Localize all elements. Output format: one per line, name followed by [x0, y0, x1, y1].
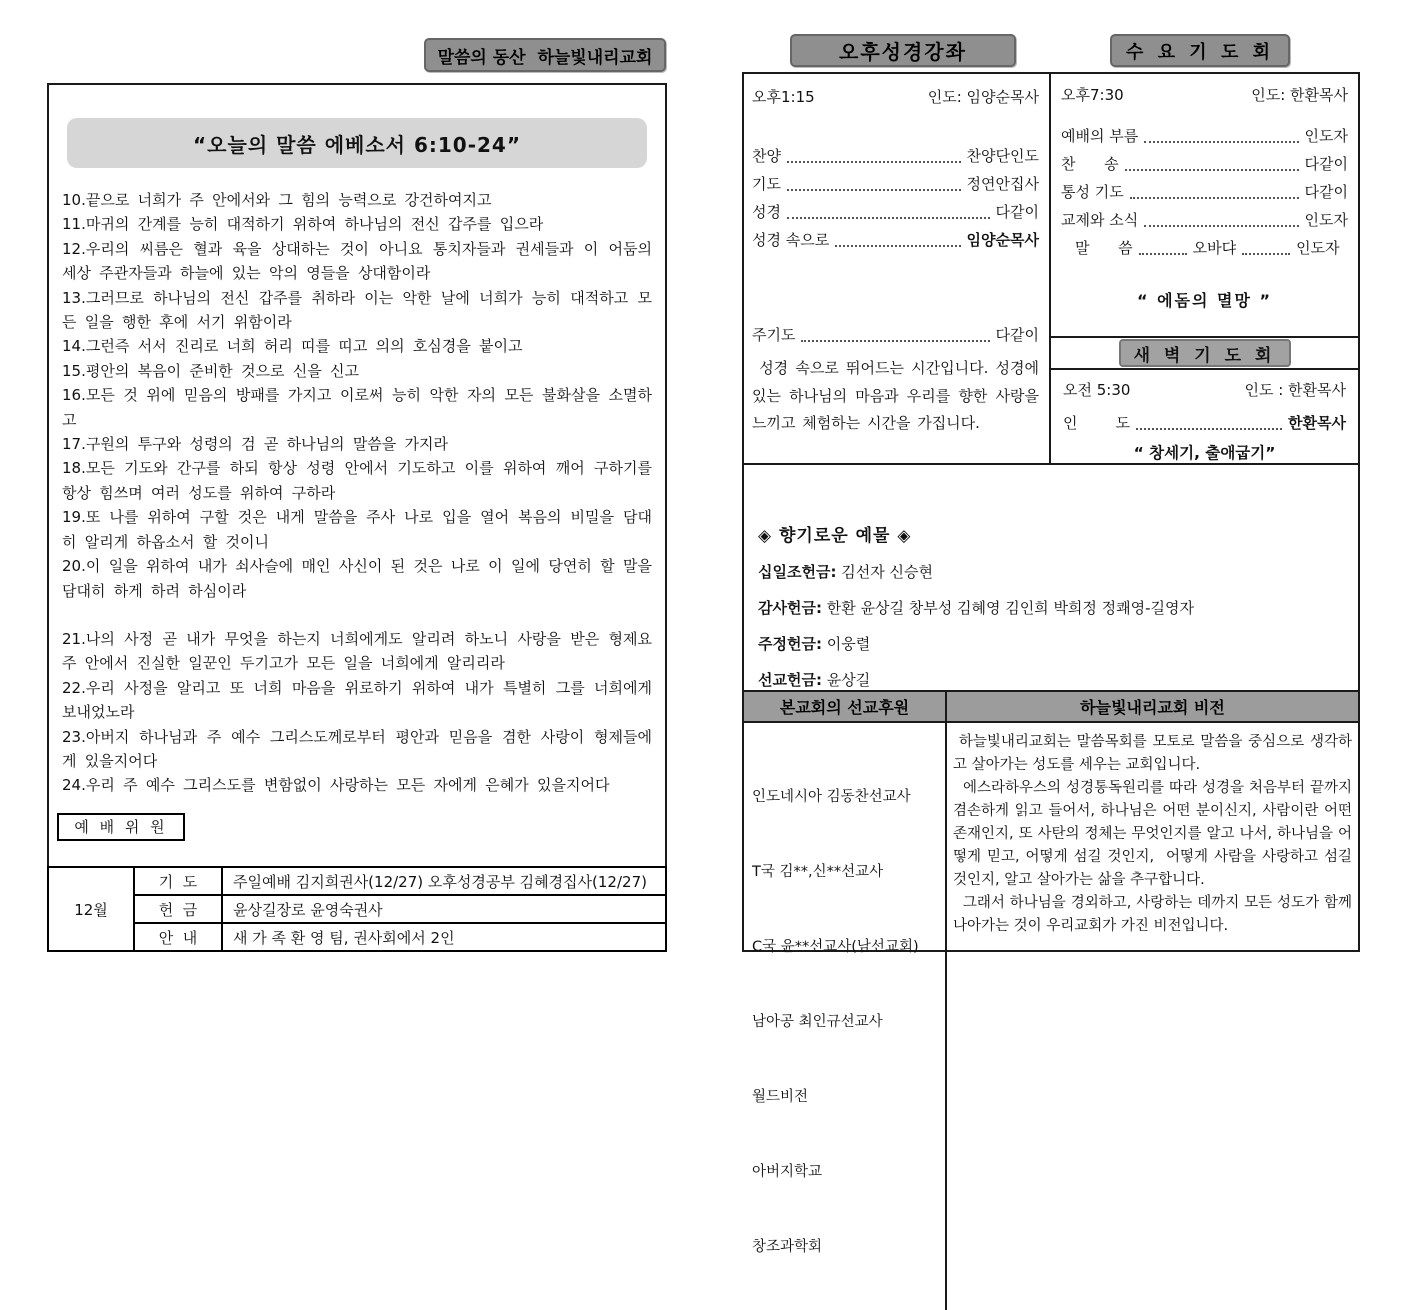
order-item-value: 다같이: [995, 203, 1039, 221]
worship-committee-table: [47, 866, 667, 952]
order-item-value: 인도자: [1304, 211, 1348, 229]
mission-vision-header-row: [744, 692, 1358, 723]
committee-row-value: 새 가 족 환 영 팀, 권사회에서 2인: [222, 923, 666, 951]
order-item-value: 인도자: [1296, 239, 1340, 257]
wednesday-prayer-section: [1051, 74, 1358, 336]
offering-label: 선교헌금:: [758, 671, 822, 689]
mission-support-header-text: 본교회의 선교후원: [779, 698, 910, 717]
order-item-value: 임양순목사: [966, 231, 1039, 249]
dotted-leader: [1139, 253, 1187, 255]
sermon-passage: 오바댜: [1192, 239, 1237, 257]
verse: 19.또 나를 위하여 구할 것은 내게 말씀을 주사 나로 입을 열어 복음의 비밀을 담대히 알리게 하옵소서 할 것이니: [62, 508, 652, 551]
verse: 17.구원의 투구와 성령의 검 곧 하나님의 말씀을 가지라: [62, 435, 449, 454]
verse: 22.우리 사정을 알리고 또 너희 마음을 위로하기 위하여 내가 특별히 그를 너희에게 보내었노라: [62, 678, 652, 722]
mission-item: 월드비전: [752, 1089, 809, 1105]
church-vision-header: [947, 692, 1358, 721]
committee-row-label: 기 도: [134, 867, 222, 895]
offering-label: 감사헌금:: [758, 599, 822, 617]
dawn-prayer-badge: [1119, 339, 1291, 367]
table-row: [48, 867, 666, 895]
mission-item: T국 김**,신**선교사: [752, 864, 884, 880]
mission-item: 인도네시아 김동찬선교사: [752, 789, 911, 805]
verse: 21.나의 사정 곧 내가 무엇을 하는지 너희에게도 알리려 하노니 사랑을 받은 형제요 주 안에서 진실한 일꾼인 두기고가 모든 일을 너희에게 알리리라: [62, 629, 652, 673]
services-top-section: [744, 74, 1358, 465]
verse: 14.그런즉 서서 진리로 너희 허리 띠를 띠고 의의 호심경을 붙이고: [62, 337, 523, 356]
scripture-title-box: [67, 118, 647, 168]
mission-vision-body-row: [744, 723, 1358, 1310]
committee-month-cell: 12월: [48, 867, 134, 951]
verse: 10.끝으로 너희가 주 안에서와 그 힘의 능력으로 강건하여지고: [62, 191, 492, 209]
verse: 11.마귀의 간계를 능히 대적하기 위하여 하나님의 전신 갑주를 입으라: [62, 215, 544, 234]
dotted-leader: [1242, 253, 1290, 255]
service-leader: 인도: 한환목사: [1251, 86, 1348, 104]
dawn-time-row: [1063, 379, 1346, 400]
services-page: [742, 72, 1360, 1255]
order-item-label: 기도: [752, 175, 781, 193]
order-item: [1061, 183, 1348, 202]
vision-paragraph: 그래서 하나님을 경외하고, 사랑하는 데까지 모든 성도가 함께 나아가는 것이 우리교회가 가진 비전입니다.: [953, 895, 1357, 934]
mission-item: C국 윤**선교사(남선교회): [752, 939, 919, 955]
order-item: [752, 175, 1039, 194]
order-item: [1063, 414, 1346, 433]
vision-paragraph: 하늘빛내리교회는 말씀목회를 모토로 말씀을 중심으로 생각하고 살아가는 성도를 세우는 교회입니다.: [953, 734, 1353, 773]
table-row: [48, 895, 666, 923]
offering-names: 김선자 신승현: [836, 563, 933, 581]
offering-row: [758, 561, 1342, 582]
order-item-label: 찬양: [752, 147, 781, 165]
offering-row: [758, 633, 1342, 654]
worship-committee-label-text: 예 배 위 원: [74, 818, 168, 837]
order-item-label: 통성 기도: [1061, 183, 1124, 201]
dawn-prayer-header-band: [1051, 336, 1358, 370]
dawn-prayer-section: [1051, 370, 1358, 463]
offering-names: 이웅렬: [821, 635, 871, 653]
order-item-label: 말 씀: [1075, 239, 1133, 257]
order-item-value: 정연안집사: [966, 175, 1039, 193]
order-item-value: 다같이: [995, 326, 1039, 344]
table-row: [48, 923, 666, 951]
mission-item: 창조과학회: [752, 1239, 823, 1255]
sermon-title: “ 에돔의 멸망 ”: [1136, 291, 1273, 310]
verse: 23.아버지 하나님과 주 예수 그리스도께로부터 평안과 믿음을 겸한 사랑이 형제들에게 있을지어다: [62, 727, 652, 770]
committee-row-value: 주일예배 김지희권사(12/27) 오후성경공부 김혜경집사(12/27): [222, 867, 666, 895]
committee-row-label: 헌 금: [134, 895, 222, 923]
mission-vision-table: [744, 692, 1358, 1310]
verse: 15.평안의 복음이 준비한 것으로 신을 신고: [62, 361, 360, 380]
service-time: 오후7:30: [1061, 86, 1124, 104]
scripture-title: “오늘의 말씀 에베소서 6:10-24”: [193, 132, 521, 157]
service-leader: 인도 : 한환목사: [1244, 381, 1346, 399]
afternoon-time-row: [752, 86, 1039, 107]
order-item-value: 다같이: [1304, 155, 1348, 173]
dawn-scripture-range: “ 창세기, 출애굽기”: [1133, 444, 1276, 462]
verse: 18.모든 기도와 간구를 하되 항상 성령 안에서 기도하고 이를 위하여 깨어 구하기를 항상 힘쓰며 여러 성도를 위하여 구하라: [62, 459, 652, 502]
verse: 16.모든 것 위에 믿음의 방패를 가지고 이로써 능히 악한 자의 모든 불화살을 소멸하고: [62, 386, 652, 429]
mission-support-list: [744, 723, 947, 1310]
offerings-title: ◈ 향기로운 예물 ◈: [758, 526, 912, 546]
verse: 24.우리 주 예수 그리스도를 변함없이 사랑하는 모든 자에게 은혜가 있을지어다: [62, 776, 610, 795]
worship-committee-label: [57, 813, 185, 841]
verse: 12.우리의 씨름은 혈과 육을 상대하는 것이 아니요 통치자들과 권세들과 이 어둠의 세상 주관자들과 하늘에 있는 악의 영들을 상대함이라: [62, 239, 652, 283]
order-item: [752, 203, 1039, 222]
wednesday-time-row: [1061, 84, 1348, 105]
dotted-leader: [835, 245, 960, 247]
order-item-label: 예배의 부름: [1061, 127, 1139, 145]
wednesday-dawn-column: [1051, 74, 1358, 463]
order-item-label: 교제와 소식: [1061, 211, 1139, 229]
afternoon-bible-section: [744, 74, 1051, 463]
church-name-badge: 말씀의 동산 하늘빛내리교회: [424, 38, 666, 72]
scripture-page: [47, 83, 667, 952]
wednesday-order-list: [1061, 127, 1348, 258]
order-item: [752, 147, 1039, 166]
offering-names: 한환 윤상길 창부성 김혜영 김인희 박희정 정쾌영-길영자: [821, 599, 1195, 617]
order-item-value: 다같이: [1304, 183, 1348, 201]
committee-row-label: 안 내: [134, 923, 222, 951]
verse-paragraph-gap: [62, 603, 652, 627]
committee-row-value: 윤상길장로 윤영숙권사: [222, 895, 666, 923]
dotted-leader: [787, 217, 990, 219]
verse: 13.그러므로 하나님의 전신 갑주를 취하라 이는 악한 날에 너희가 능히 대적하고 모든 일을 행한 후에 서기 위함이라: [62, 288, 652, 332]
verse: 20.이 일을 위하여 내가 쇠사슬에 매인 사신이 된 것은 나로 이 일에 당연히 할 말을 담대히 하게 하려 하심이라: [62, 557, 652, 600]
lords-prayer-row: [752, 326, 1039, 345]
order-item-value: 찬양단인도: [966, 147, 1039, 165]
order-item: [1061, 211, 1348, 230]
dotted-leader: [801, 340, 989, 342]
vision-paragraph: 에스라하우스의 성경통독원리를 따라 성경을 처음부터 끝까지 겸손하게 읽고 들어서, 하나님은 어떤 분이신지, 사람이란 어떤 존재인지, 또 사탄의 정체는 무엇인지를 알고 나서, 하나님을 어떻게 믿고, 어떻게 섬길 것인지, 어떻게 사람을 사랑하고 섬길 것인지, 알고 살아가는 삶을 추구합니다.: [953, 780, 1357, 888]
order-item-label: 인 도: [1063, 414, 1131, 432]
offering-row: [758, 597, 1342, 618]
mission-item: 아버지학교: [752, 1164, 823, 1180]
offering-label: 십일조헌금:: [758, 563, 837, 581]
sermon-order-item: [1061, 239, 1348, 258]
dotted-leader: [787, 189, 961, 191]
service-time: 오후1:15: [752, 88, 815, 106]
offering-label: 주정헌금:: [758, 635, 822, 653]
order-item-label: 주기도: [752, 326, 796, 344]
order-item-label: 성경: [752, 203, 781, 221]
church-vision-header-text: 하늘빛내리교회 비전: [1080, 698, 1225, 717]
service-time: 오전 5:30: [1063, 381, 1131, 399]
church-vision-text: [947, 723, 1358, 1310]
offerings-section: [744, 465, 1358, 692]
mission-support-header: [744, 692, 947, 721]
order-item-value: 한환목사: [1288, 414, 1346, 432]
order-item-label: 성경 속으로: [752, 231, 830, 249]
mission-item: 남아공 최인규선교사: [752, 1014, 883, 1030]
scripture-verses: [62, 188, 652, 798]
dotted-leader: [1125, 169, 1299, 171]
afternoon-order-list: [752, 147, 1039, 250]
dotted-leader: [787, 161, 961, 163]
afternoon-bible-class-badge: 오후성경강좌: [790, 34, 1016, 67]
order-item-label: 찬 송: [1061, 155, 1119, 173]
dawn-prayer-badge-text: 새 벽 기 도 회: [1133, 345, 1276, 366]
dotted-leader: [1136, 428, 1282, 430]
wednesday-prayer-badge: 수 요 기 도 회: [1110, 34, 1290, 67]
offering-names: 윤상길: [821, 671, 871, 689]
offering-row: [758, 669, 1342, 690]
order-item-value: 인도자: [1304, 127, 1348, 145]
dotted-leader: [1144, 225, 1298, 227]
order-item: [1061, 155, 1348, 174]
dotted-leader: [1144, 141, 1298, 143]
order-item: [1061, 127, 1348, 146]
dotted-leader: [1130, 197, 1299, 199]
service-leader: 인도: 임양순목사: [927, 88, 1039, 106]
afternoon-description: 성경 속으로 뛰어드는 시간입니다. 성경에 있는 하나님의 마음과 우리를 향한 사랑을 느끼고 체험하는 시간을 가집니다.: [752, 359, 1046, 432]
order-item: [752, 231, 1039, 250]
